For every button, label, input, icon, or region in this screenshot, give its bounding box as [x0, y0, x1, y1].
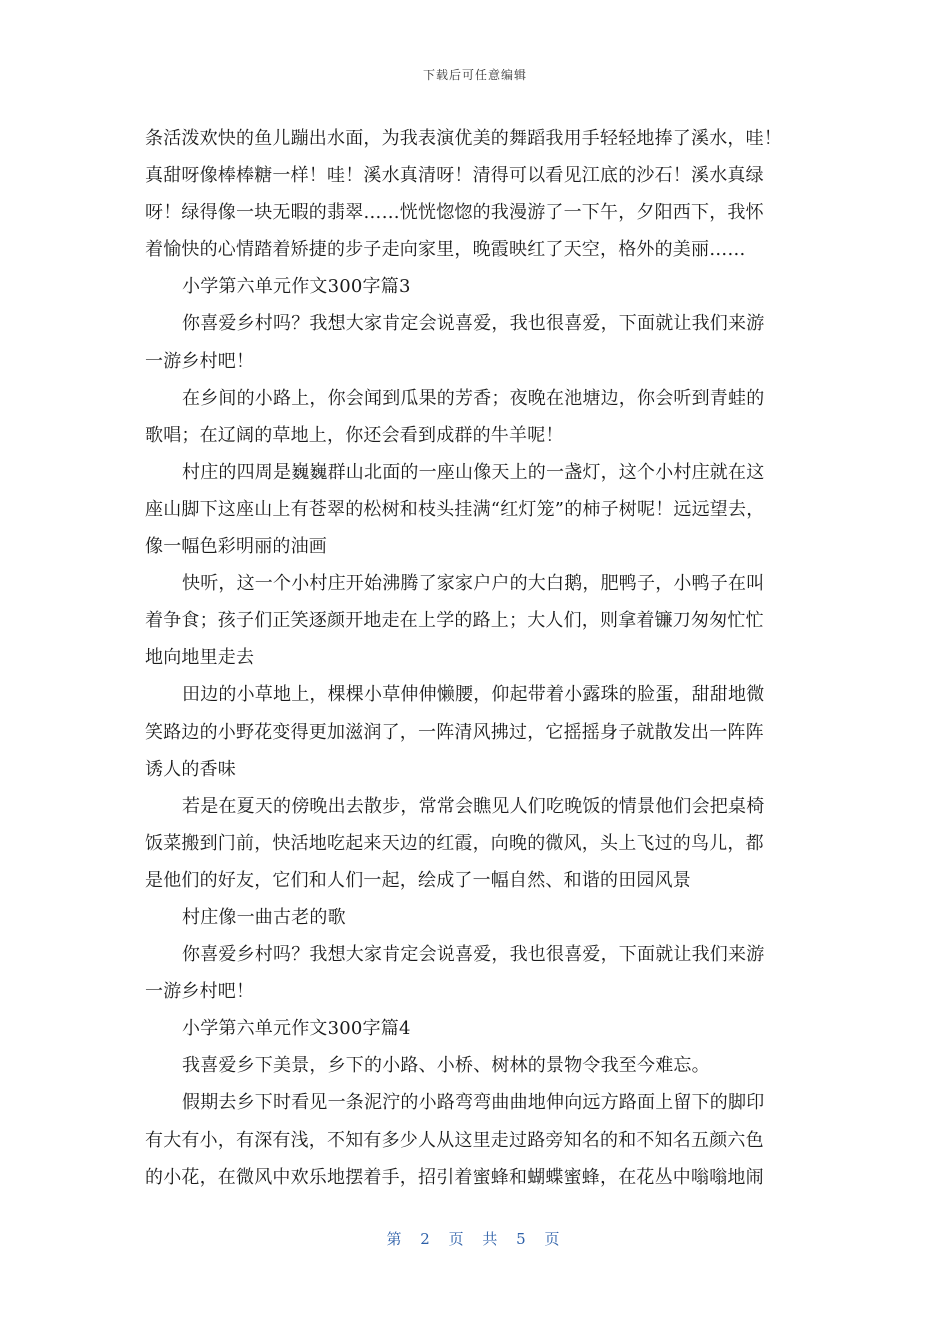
text-line: 着争食；孩子们正笑逐颜开地走在上学的路上；大人们，则拿着镰刀匆匆忙忙: [145, 610, 764, 632]
text-line: 像一幅色彩明丽的油画: [145, 536, 327, 558]
text-line: 田边的小草地上，棵棵小草伸伸懒腰，仰起带着小露珠的脸蛋，甜甜地微: [182, 684, 765, 706]
text-line: 村庄的四周是巍巍群山北面的一座山像天上的一盏灯，这个小村庄就在这: [182, 461, 765, 483]
page-footer: 第 2 页 共 5 页: [386, 1230, 564, 1248]
text-line: 地向地里走去: [145, 647, 255, 669]
text-line: 着愉快的心情踏着矫捷的步子走向家里，晚霞映红了天空，格外的美丽……: [145, 239, 746, 261]
page-header: 下载后可任意编辑: [422, 68, 527, 82]
text-line: 诱人的香味: [145, 758, 236, 780]
text-line: 条活泼欢快的鱼儿蹦出水面，为我表演优美的舞蹈我用手轻轻地捧了溪水，哇！: [145, 128, 782, 149]
text-line: 一游乡村吧！: [145, 350, 255, 372]
text-line: 真甜呀像棒棒糖一样！哇！溪水真清呀！清得可以看见江底的沙石！溪水真绿: [145, 165, 764, 187]
text-line: 歌唱；在辽阔的草地上，你还会看到成群的牛羊呢！: [145, 424, 564, 446]
text-line: 饭菜搬到门前，快活地吃起来天边的红霞，向晚的微风，头上飞过的鸟儿，都: [145, 832, 764, 854]
text-line: 若是在夏天的傍晚出去散步，常常会瞧见人们吃晚饭的情景他们会把桌椅: [182, 795, 765, 817]
text-line: 快听，这一个小村庄开始沸腾了家家户户的大白鹅，肥鸭子，小鸭子在叫: [182, 573, 765, 595]
text-line: 村庄像一曲古老的歌: [182, 906, 346, 928]
text-line: 我喜爱乡下美景，乡下的小路、小桥、树林的景物令我至今难忘。: [182, 1055, 710, 1077]
text-line: 你喜爱乡村吗？我想大家肯定会说喜爱，我也很喜爱，下面就让我们来游: [182, 944, 765, 966]
text-line: 有大有小，有深有浅，不知有多少人从这里走过路旁知名的和不知名五颜六色: [145, 1129, 764, 1151]
text-line: 座山脚下这座山上有苍翠的松树和枝头挂满“红灯笼”的柿子树呢！远远望去，: [145, 498, 765, 520]
text-line: 是他们的好友，它们和人们一起，绘成了一幅自然、和谐的田园风景: [145, 869, 691, 891]
text-line: 假期去乡下时看见一条泥泞的小路弯弯曲曲地伸向远方路面上留下的脚印: [182, 1092, 765, 1114]
text-line: 一游乡村吧！: [145, 981, 255, 1003]
text-line: 小学第六单元作文300字篇3: [182, 276, 411, 298]
text-line: 笑路边的小野花变得更加滋润了，一阵清风拂过，它摇摇身子就散发出一阵阵: [145, 721, 764, 743]
text-line: 你喜爱乡村吗？我想大家肯定会说喜爱，我也很喜爱，下面就让我们来游: [182, 313, 765, 335]
text-line: 在乡间的小路上，你会闻到瓜果的芳香；夜晚在池塘边，你会听到青蛙的: [182, 387, 765, 409]
text-line: 小学第六单元作文300字篇4: [182, 1018, 411, 1040]
text-line: 的小花，在微风中欢乐地摆着手，招引着蜜蜂和蝴蝶蜜蜂，在花丛中嗡嗡地闹: [145, 1166, 764, 1188]
text-line: 呀！绿得像一块无暇的翡翠……恍恍惚惚的我漫游了一下午，夕阳西下，我怀: [145, 202, 764, 224]
document-body: [145, 120, 809, 1196]
